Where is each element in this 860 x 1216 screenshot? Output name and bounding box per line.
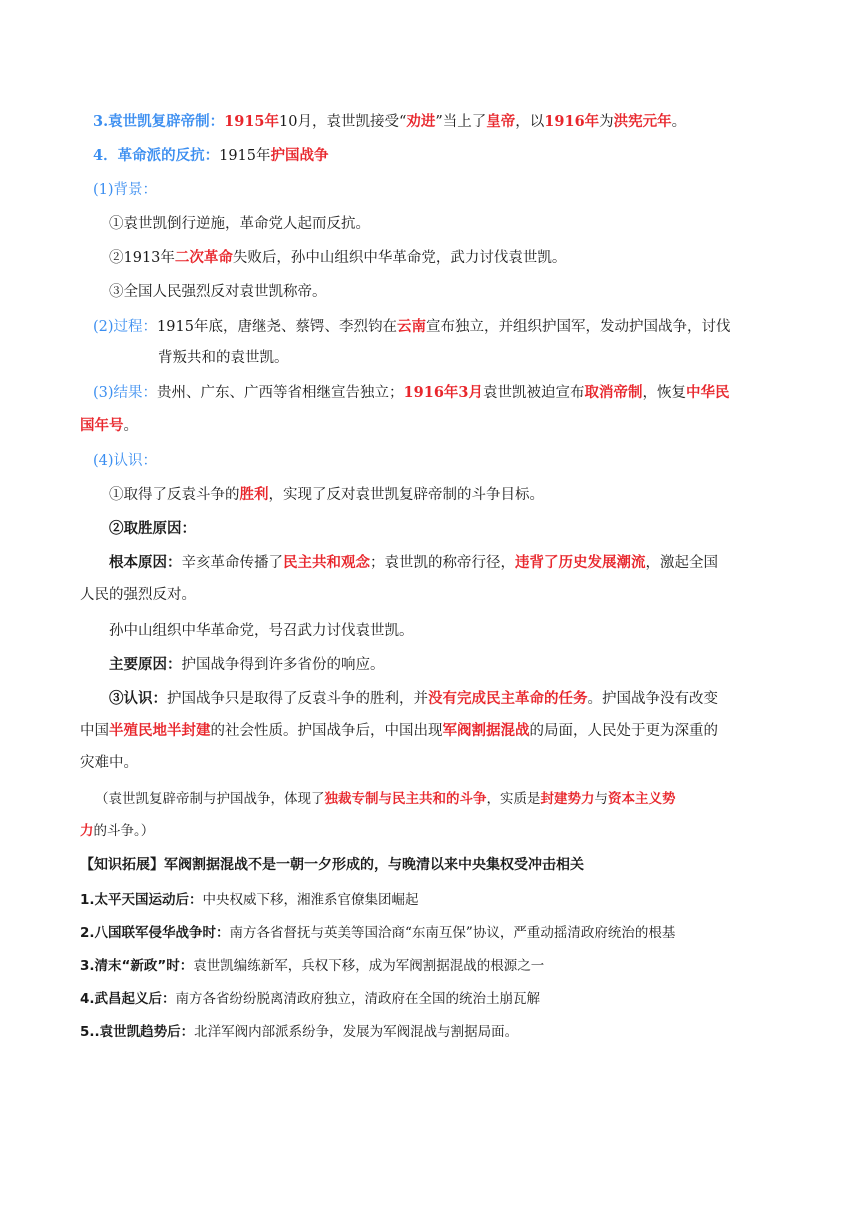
- text: 的斗争。）: [93, 823, 155, 839]
- text: 4.武昌起义后：: [80, 991, 176, 1007]
- extension-item-3: [80, 956, 544, 976]
- background-item-1: ①袁世凯倒行逆施，革命党人起而反抗。: [109, 216, 370, 232]
- keyword-yunnan: 云南: [396, 318, 426, 335]
- label: (1)背景：: [93, 182, 158, 198]
- label: 根本原因：: [109, 554, 182, 571]
- text: 辛亥革命传播了: [181, 555, 283, 571]
- background-heading: [93, 180, 157, 200]
- extension-item-2: [80, 923, 675, 943]
- year-1916: 1916年: [544, 113, 600, 130]
- text: 1915年底，唐继尧、蔡锷、李烈钧在: [157, 319, 397, 335]
- section-3-label: 3.袁世凯复辟帝制：: [93, 113, 225, 130]
- keyword-unfinished-task: 没有完成民主革命的任务: [428, 690, 588, 707]
- background-item-3: ③全国人民强烈反对袁世凯称帝。: [109, 284, 327, 300]
- text: 护国战争只是取得了反袁斗争的胜利，并: [167, 691, 428, 707]
- keyword-cancel-monarchy: 取消帝制: [584, 384, 643, 401]
- text: 力: [80, 823, 94, 839]
- label: (3)结果：: [93, 385, 158, 401]
- note-line-1: [95, 789, 676, 809]
- text: ①取得了反袁斗争的: [109, 487, 240, 503]
- text: 中国: [80, 723, 109, 739]
- keyword-1916-march: 1916年3月: [403, 384, 483, 401]
- text: 的局面，人民处于更为深重的: [529, 723, 718, 739]
- text: 袁世凯被迫宣布: [483, 385, 585, 401]
- text: ，实质是: [486, 791, 541, 807]
- section-4-line: [93, 146, 329, 166]
- recognition-heading: [93, 451, 157, 471]
- year-1915: 1915年: [224, 113, 279, 130]
- keyword-semi-colonial: 半殖民地半封建: [109, 722, 211, 739]
- text: 北洋军阀内部派系纷争，发展为军阀混战与割据局面。: [194, 1024, 519, 1040]
- section-3-line: [93, 112, 686, 132]
- root-cause-line-2: 人民的强烈反对。: [80, 587, 196, 603]
- sun-yatsen-line: 孙中山组织中华革命党，号召武力讨伐袁世凯。: [109, 623, 414, 639]
- text: 南方各省纷纷脱离清政府独立，清政府在全国的统治土崩瓦解: [175, 991, 541, 1007]
- text: 的社会性质。护国战争后，中国出现: [210, 723, 443, 739]
- text: ，以: [515, 114, 545, 130]
- text: 袁世凯编练新军，兵权下移，成为军阀割据混战的根源之一: [193, 958, 545, 974]
- text: ；袁世凯的称帝行径，: [370, 555, 515, 571]
- extension-item-4: [80, 989, 540, 1009]
- text: 南方各省督抚与英美等国洽商“东南互保”协议，严重动摇清政府统治的根基: [229, 925, 676, 941]
- note-line-2: [80, 821, 154, 841]
- text: 10月，袁世凯接受“: [279, 114, 407, 130]
- process-line-1: [93, 317, 730, 337]
- recognition-item-3-line-2: [80, 721, 718, 741]
- section-4-label: 4．革命派的反抗：: [93, 147, 220, 164]
- label: (2)过程：: [93, 319, 158, 335]
- keyword-second-revolution: 二次革命: [174, 249, 233, 266]
- text: 1.太平天国运动后：: [80, 892, 203, 908]
- keyword-feudal-forces: 封建势力: [540, 791, 595, 807]
- text: 国年号: [80, 417, 124, 434]
- recognition-item-1: [109, 485, 544, 505]
- extension-item-1: [80, 890, 419, 910]
- text: 为: [599, 114, 614, 130]
- extension-item-5: [80, 1022, 518, 1042]
- text: 5..袁世凯趋势后：: [80, 1024, 195, 1040]
- keyword-huguo: 护国战争: [270, 147, 329, 164]
- text: ，实现了反对袁世凯复辟帝制的斗争目标。: [268, 487, 544, 503]
- recognition-item-2: ②取胜原因：: [109, 520, 196, 537]
- text: ②1913年: [109, 250, 175, 266]
- keyword-democracy-concept: 民主共和观念: [283, 554, 370, 571]
- text: 。: [671, 114, 687, 130]
- recognition-item-3-line-1: [109, 689, 718, 709]
- text: ，激起全国: [645, 555, 718, 571]
- result-line-1: [93, 383, 730, 403]
- text: 1915年: [219, 148, 271, 164]
- keyword-victory: 胜利: [239, 486, 269, 503]
- text: ，恢复: [642, 385, 686, 401]
- recognition-item-3-line-3: 灾难中。: [80, 755, 138, 771]
- keyword-quanjin: 劝进: [406, 113, 436, 130]
- text: 宣布独立，并组织护国军，发动护国战争，讨伐: [425, 319, 731, 335]
- main-cause-line: [109, 655, 385, 675]
- text: 与: [594, 791, 608, 807]
- text: 2.八国联军侵华战争时：: [80, 925, 230, 941]
- label: 主要原因：: [109, 656, 182, 673]
- text: 。: [123, 418, 138, 434]
- keyword-emperor: 皇帝: [486, 113, 516, 130]
- text: 失败后，孙中山组织中华革命党，武力讨伐袁世凯。: [232, 250, 567, 266]
- label: ③认识：: [109, 690, 167, 707]
- text: 护国战争得到许多省份的响应。: [181, 657, 385, 673]
- result-line-2: [80, 416, 138, 436]
- knowledge-extension-title: 【知识拓展】军阀割据混战不是一朝一夕形成的，与晚清以来中央集权受冲击相关: [80, 857, 584, 873]
- root-cause-line-1: [109, 553, 718, 573]
- text: 3.清末“新政”时：: [80, 958, 194, 974]
- text: 中央权威下移，湘淮系官僚集团崛起: [202, 892, 419, 908]
- keyword-hongxian: 洪宪元年: [613, 113, 672, 130]
- keyword-against-history: 违背了历史发展潮流: [515, 554, 646, 571]
- keyword-roc: 中华民: [686, 384, 730, 401]
- text: （袁世凯复辟帝制与护国战争，体现了: [95, 791, 325, 807]
- background-item-2: [109, 248, 566, 268]
- text: 贵州、广东、广西等省相继宣告独立；: [157, 385, 404, 401]
- process-line-2: 背叛共和的袁世凯。: [158, 350, 289, 366]
- text: 。护国战争没有改变: [587, 691, 718, 707]
- keyword-dictatorship-vs-democracy: 独裁专制与民主共和的斗争: [324, 791, 487, 807]
- label: (4)认识：: [93, 453, 158, 469]
- keyword-capitalist-forces: 资本主义势: [608, 791, 676, 807]
- keyword-warlords: 军阀割据混战: [442, 722, 530, 739]
- text: ”当上了: [435, 114, 487, 130]
